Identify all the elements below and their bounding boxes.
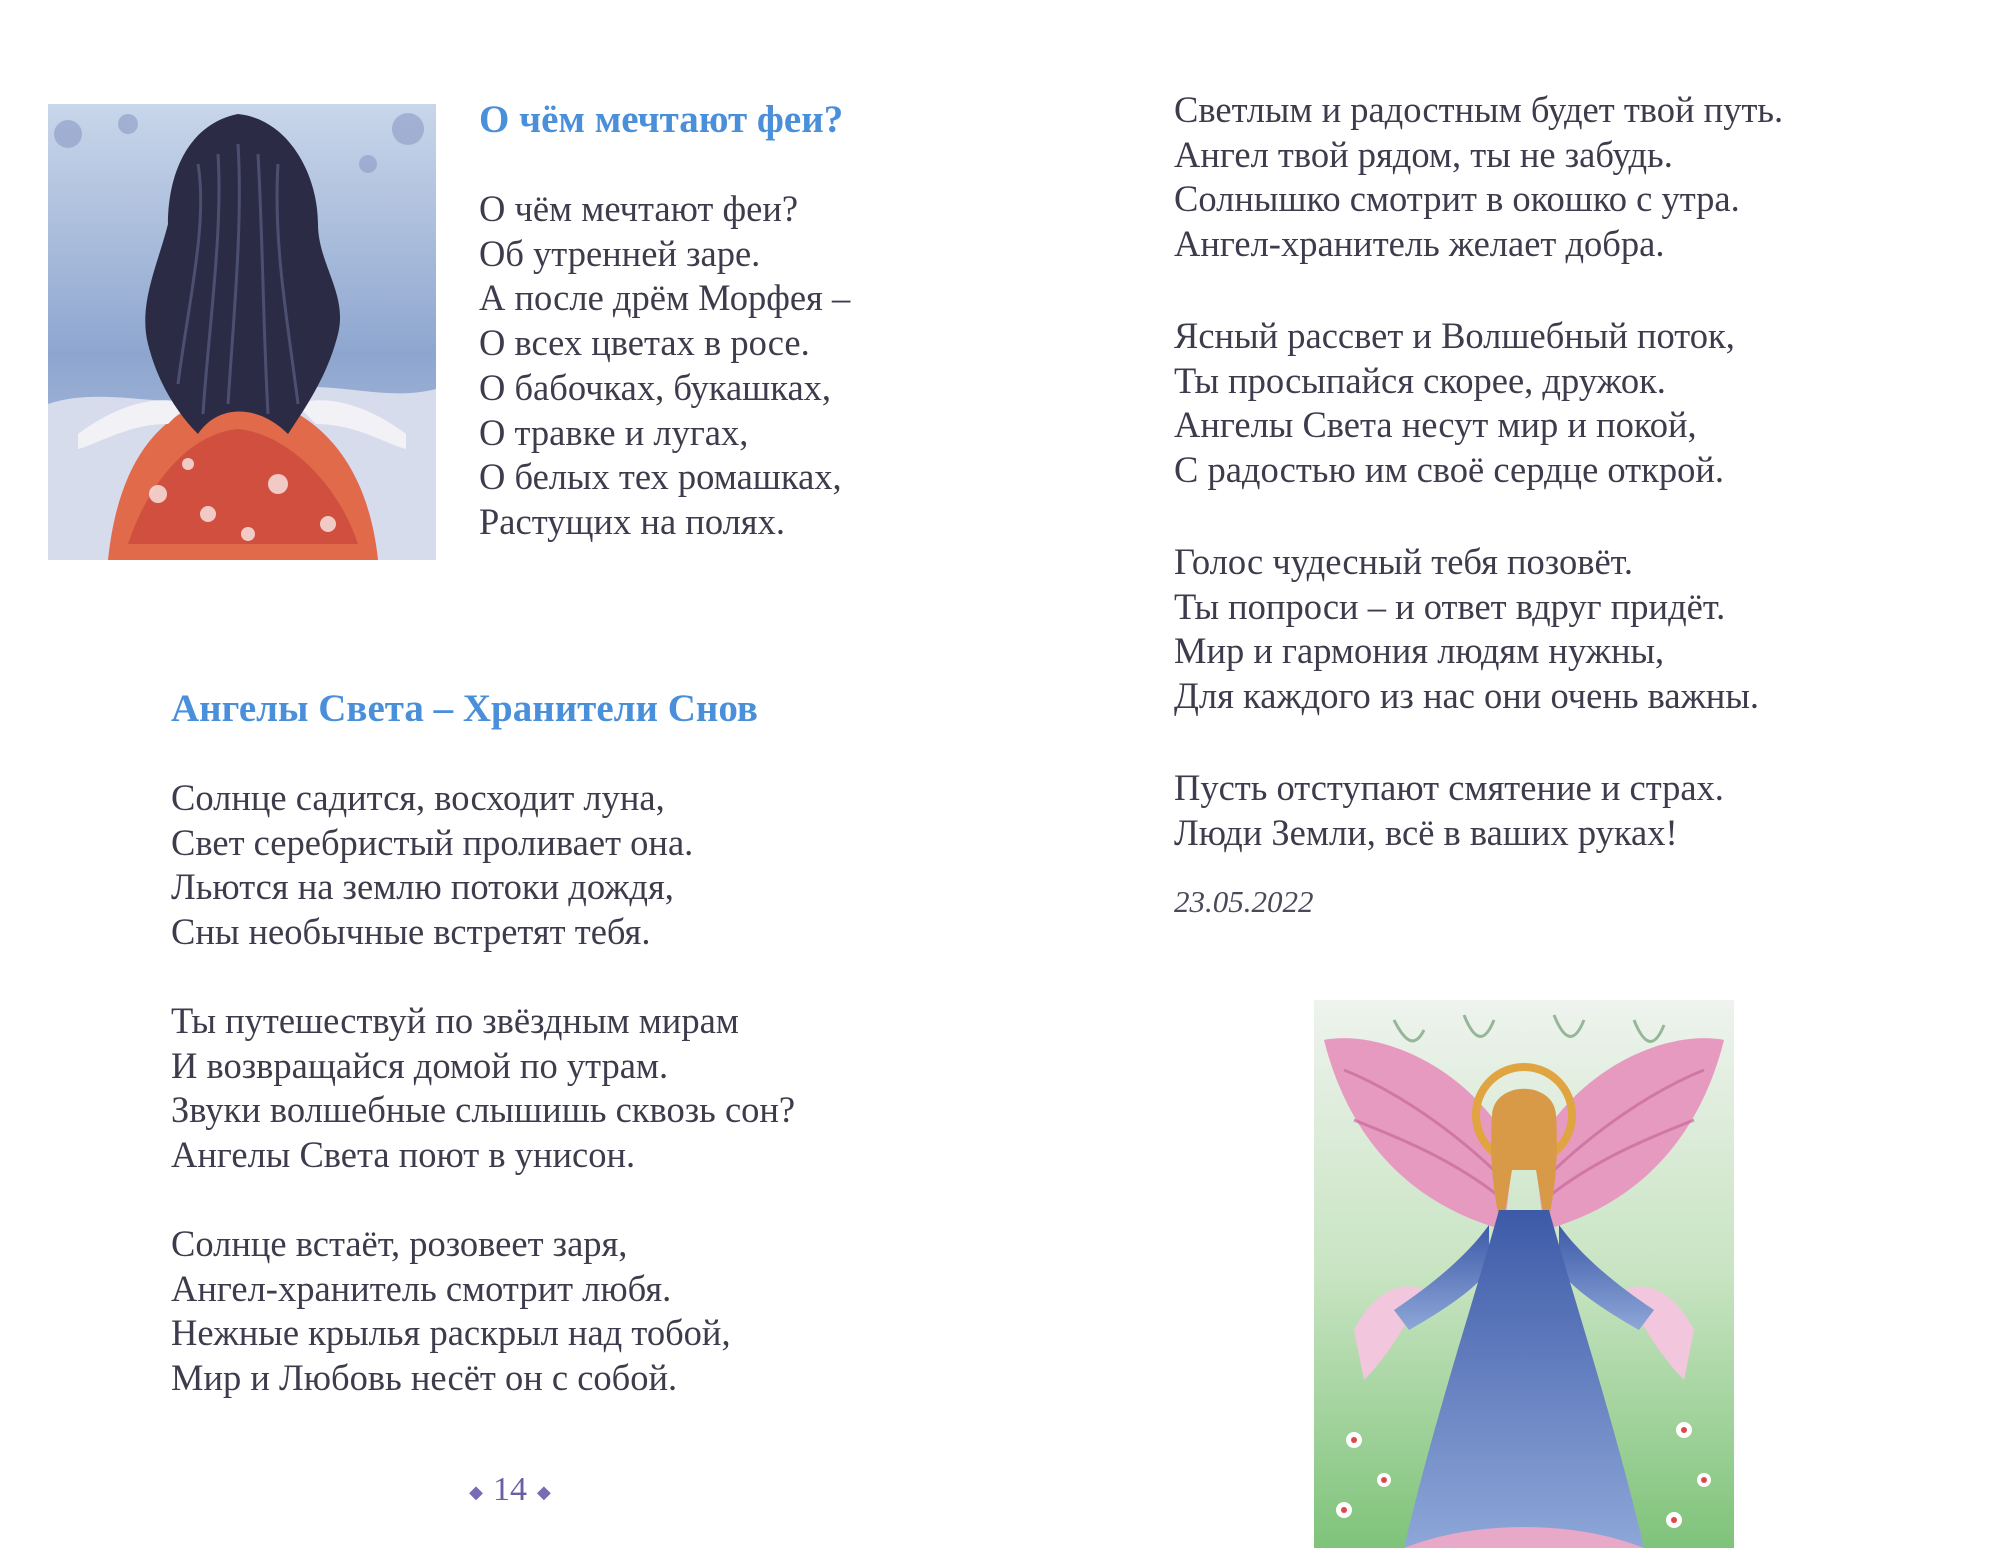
poem-line: Мир и гармония людям нужны, bbox=[1174, 630, 1665, 672]
poem-date: 23.05.2022 bbox=[1174, 884, 1314, 919]
poem-line: Ясный рассвет и Волшебный поток, bbox=[1174, 315, 1735, 356]
poem-line: Светлым и радостным будет твой путь. bbox=[1174, 89, 1784, 130]
poem-line: Ангелы Света несут мир и покой, bbox=[1174, 404, 1697, 446]
fairy-painting-icon bbox=[48, 104, 436, 560]
poem-line: Мир и Любовь несёт он с собой. bbox=[171, 1357, 678, 1399]
poem-line: Солнце встаёт, розовеет заря, bbox=[171, 1223, 628, 1264]
poem-line: Ангел твой рядом, ты не забудь. bbox=[1174, 133, 1673, 175]
ornament-right-icon: ◆ bbox=[537, 1482, 551, 1503]
poem-line: О белых тех ромашках, bbox=[479, 456, 842, 498]
poem-line: Сны необычные встретят тебя. bbox=[171, 911, 651, 953]
ornament-left-icon: ◆ bbox=[469, 1482, 483, 1503]
poem-line: Свет серебристый проливает она. bbox=[171, 821, 694, 863]
page-number-value: 14 bbox=[493, 1471, 527, 1508]
poem-line: Пусть отступают смятение и страх. bbox=[1174, 767, 1724, 808]
poem-line: Для каждого из нас они очень важны. bbox=[1174, 675, 1759, 717]
poem-continuation-stanza-2 bbox=[1174, 314, 1735, 493]
poem-line: Растущих на полях. bbox=[479, 500, 785, 542]
poem-title-fairies: О чём мечтают феи? bbox=[479, 98, 844, 141]
angel-painting-icon bbox=[1314, 1000, 1734, 1548]
poem-continuation-stanza-3 bbox=[1174, 540, 1759, 719]
poem-fairies-stanza bbox=[479, 187, 850, 545]
poem-line: Ты попроси – и ответ вдруг придёт. bbox=[1174, 585, 1726, 627]
poem-line: Ты просыпайся скорее, дружок. bbox=[1174, 359, 1666, 401]
poem-line: О травке и лугах, bbox=[479, 411, 749, 453]
poem-line: С радостью им своё сердце открой. bbox=[1174, 449, 1725, 491]
poem-line: О чём мечтают феи? bbox=[479, 188, 799, 229]
poem-line: О всех цветах в росе. bbox=[479, 322, 810, 364]
page-number bbox=[440, 1470, 580, 1512]
poem-title-angels: Ангелы Света – Хранители Снов bbox=[171, 687, 758, 730]
poem-continuation-stanza-4 bbox=[1174, 766, 1724, 855]
poem-line: О бабочках, букашках, bbox=[479, 366, 832, 408]
poem-angels-stanza-2 bbox=[171, 999, 795, 1178]
poem-line: Ангел-хранитель смотрит любя. bbox=[171, 1267, 672, 1309]
poem-continuation-stanza-1 bbox=[1174, 88, 1783, 267]
poem-line: Люди Земли, всё в ваших руках! bbox=[1174, 811, 1678, 853]
poem-line: И возвращайся домой по утрам. bbox=[171, 1044, 669, 1086]
poem-line: Звуки волшебные слышишь сквозь сон? bbox=[171, 1089, 796, 1131]
poem-line: Ангел-хранитель желает добра. bbox=[1174, 223, 1665, 265]
poem-line: Нежные крылья раскрыл над тобой, bbox=[171, 1312, 731, 1354]
poem-line: Солнце садится, восходит луна, bbox=[171, 777, 665, 818]
poem-angels-stanza-1 bbox=[171, 776, 693, 955]
poem-line: Солнышко смотрит в окошко с утра. bbox=[1174, 178, 1740, 220]
poem-line: А после дрём Морфея – bbox=[479, 277, 851, 319]
poem-line: Ангелы Света поют в унисон. bbox=[171, 1134, 636, 1176]
poem-line: Ты путешествуй по звёздным мирам bbox=[171, 1000, 739, 1041]
poem-line: Голос чудесный тебя позовёт. bbox=[1174, 541, 1633, 582]
right-page bbox=[1000, 0, 2000, 1548]
poem-angels-stanza-3 bbox=[171, 1222, 731, 1401]
poem-line: Льются на землю потоки дождя, bbox=[171, 866, 674, 908]
poem-line: Об утренней заре. bbox=[479, 232, 761, 274]
